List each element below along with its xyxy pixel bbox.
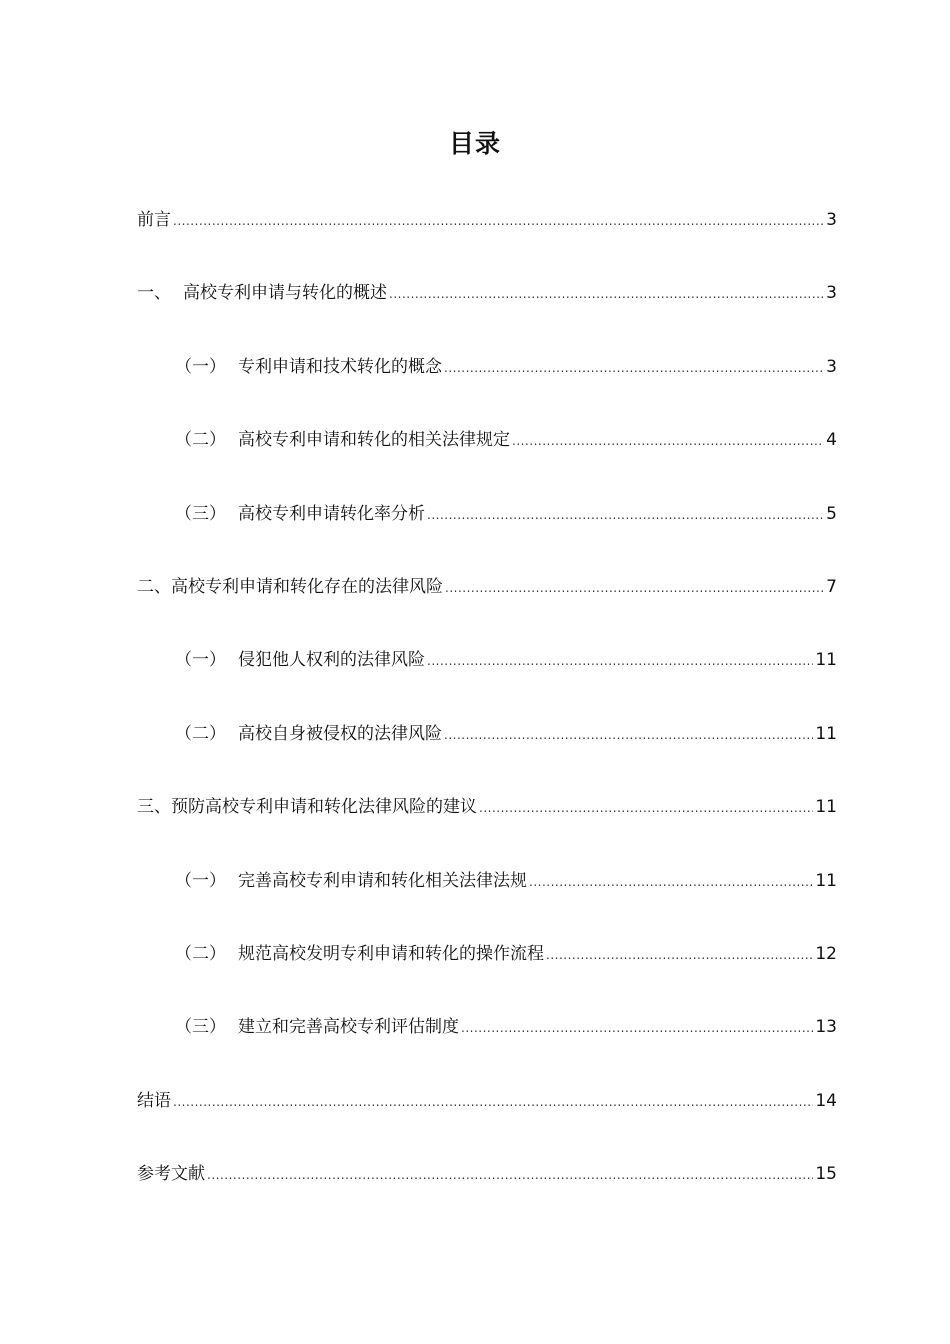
dot-leader — [173, 1095, 813, 1109]
toc-entry-text: 前言 — [137, 210, 171, 230]
toc-entry-conclusion[interactable] — [137, 1086, 837, 1159]
dot-leader — [444, 728, 813, 742]
dot-leader — [461, 1021, 813, 1035]
toc-page-number: 11 — [815, 797, 837, 818]
toc-entry-number: （三） — [175, 1017, 226, 1038]
dot-leader — [546, 948, 813, 962]
toc-entry-section-3-3[interactable] — [137, 1012, 837, 1085]
toc-entry-section-2-1[interactable] — [137, 645, 837, 718]
toc-entry-number: 一、 — [137, 283, 171, 304]
toc-page-number: 13 — [815, 1017, 837, 1038]
toc-page-number: 4 — [826, 430, 837, 451]
toc-page-number: 14 — [815, 1090, 837, 1111]
toc-entry-text: 参考文献 — [137, 1164, 205, 1185]
dot-leader — [173, 214, 824, 228]
dot-leader — [512, 434, 824, 448]
toc-entry-text: 二、高校专利申请和转化存在的法律风险 — [137, 576, 443, 597]
toc-entry-text: 高校专利申请与转化的概述 — [183, 283, 387, 304]
toc-entry-text: 完善高校专利申请和转化相关法律法规 — [238, 870, 527, 891]
toc-entry-text: 高校专利申请和转化的相关法律规定 — [238, 430, 510, 451]
toc-page-number: 15 — [815, 1164, 837, 1185]
toc-page-number: 3 — [826, 210, 837, 230]
toc-entry-number: （二） — [175, 723, 226, 744]
toc-entry-text: 三、预防高校专利申请和转化法律风险的建议 — [137, 797, 477, 818]
toc-entry-text: 建立和完善高校专利评估制度 — [238, 1017, 459, 1038]
toc-entry-section-1-3[interactable] — [137, 499, 837, 572]
toc-page-number: 12 — [815, 943, 837, 964]
toc-entry-section-3-2[interactable] — [137, 939, 837, 1012]
toc-entry-number: （一） — [175, 650, 226, 671]
dot-leader — [207, 1168, 813, 1182]
toc-entry-preface[interactable] — [137, 205, 837, 278]
toc-entry-section-1-1[interactable] — [137, 352, 837, 425]
dot-leader — [427, 654, 813, 668]
toc-entry-text: 高校自身被侵权的法律风险 — [238, 723, 442, 744]
toc-entry-text: 高校专利申请转化率分析 — [238, 503, 425, 524]
toc-entry-text: 专利申请和技术转化的概念 — [238, 356, 442, 377]
toc-entry-number: （一） — [175, 356, 226, 377]
table-of-contents — [137, 205, 837, 1232]
toc-entry-section-2-2[interactable] — [137, 719, 837, 792]
dot-leader — [427, 508, 824, 522]
toc-entry-number: （二） — [175, 430, 226, 451]
dot-leader — [479, 801, 813, 815]
toc-entry-text: 结语 — [137, 1090, 171, 1111]
dot-leader — [529, 875, 813, 889]
toc-entry-text: 规范高校发明专利申请和转化的操作流程 — [238, 943, 544, 964]
toc-entry-number: （三） — [175, 503, 226, 524]
dot-leader — [389, 287, 824, 301]
toc-page-number: 11 — [815, 870, 837, 891]
toc-entry-chapter-3[interactable] — [137, 792, 837, 865]
toc-page-number: 11 — [815, 650, 837, 671]
toc-entry-chapter-1[interactable] — [137, 278, 837, 351]
toc-entry-number: （二） — [175, 943, 226, 964]
toc-page-number: 3 — [826, 356, 837, 377]
toc-entry-section-3-1[interactable] — [137, 866, 837, 939]
toc-page-number: 3 — [826, 283, 837, 304]
toc-entry-text: 侵犯他人权利的法律风险 — [238, 650, 425, 671]
dot-leader — [445, 581, 824, 595]
toc-page-number: 5 — [826, 503, 837, 524]
toc-page-number: 7 — [826, 576, 837, 597]
toc-entry-number: （一） — [175, 870, 226, 891]
toc-page-number: 11 — [815, 723, 837, 744]
page-title: 目录 — [448, 129, 501, 158]
toc-entry-references[interactable] — [137, 1159, 837, 1232]
toc-entry-chapter-2[interactable] — [137, 572, 837, 645]
toc-entry-section-1-2[interactable] — [137, 425, 837, 498]
dot-leader — [444, 361, 824, 375]
